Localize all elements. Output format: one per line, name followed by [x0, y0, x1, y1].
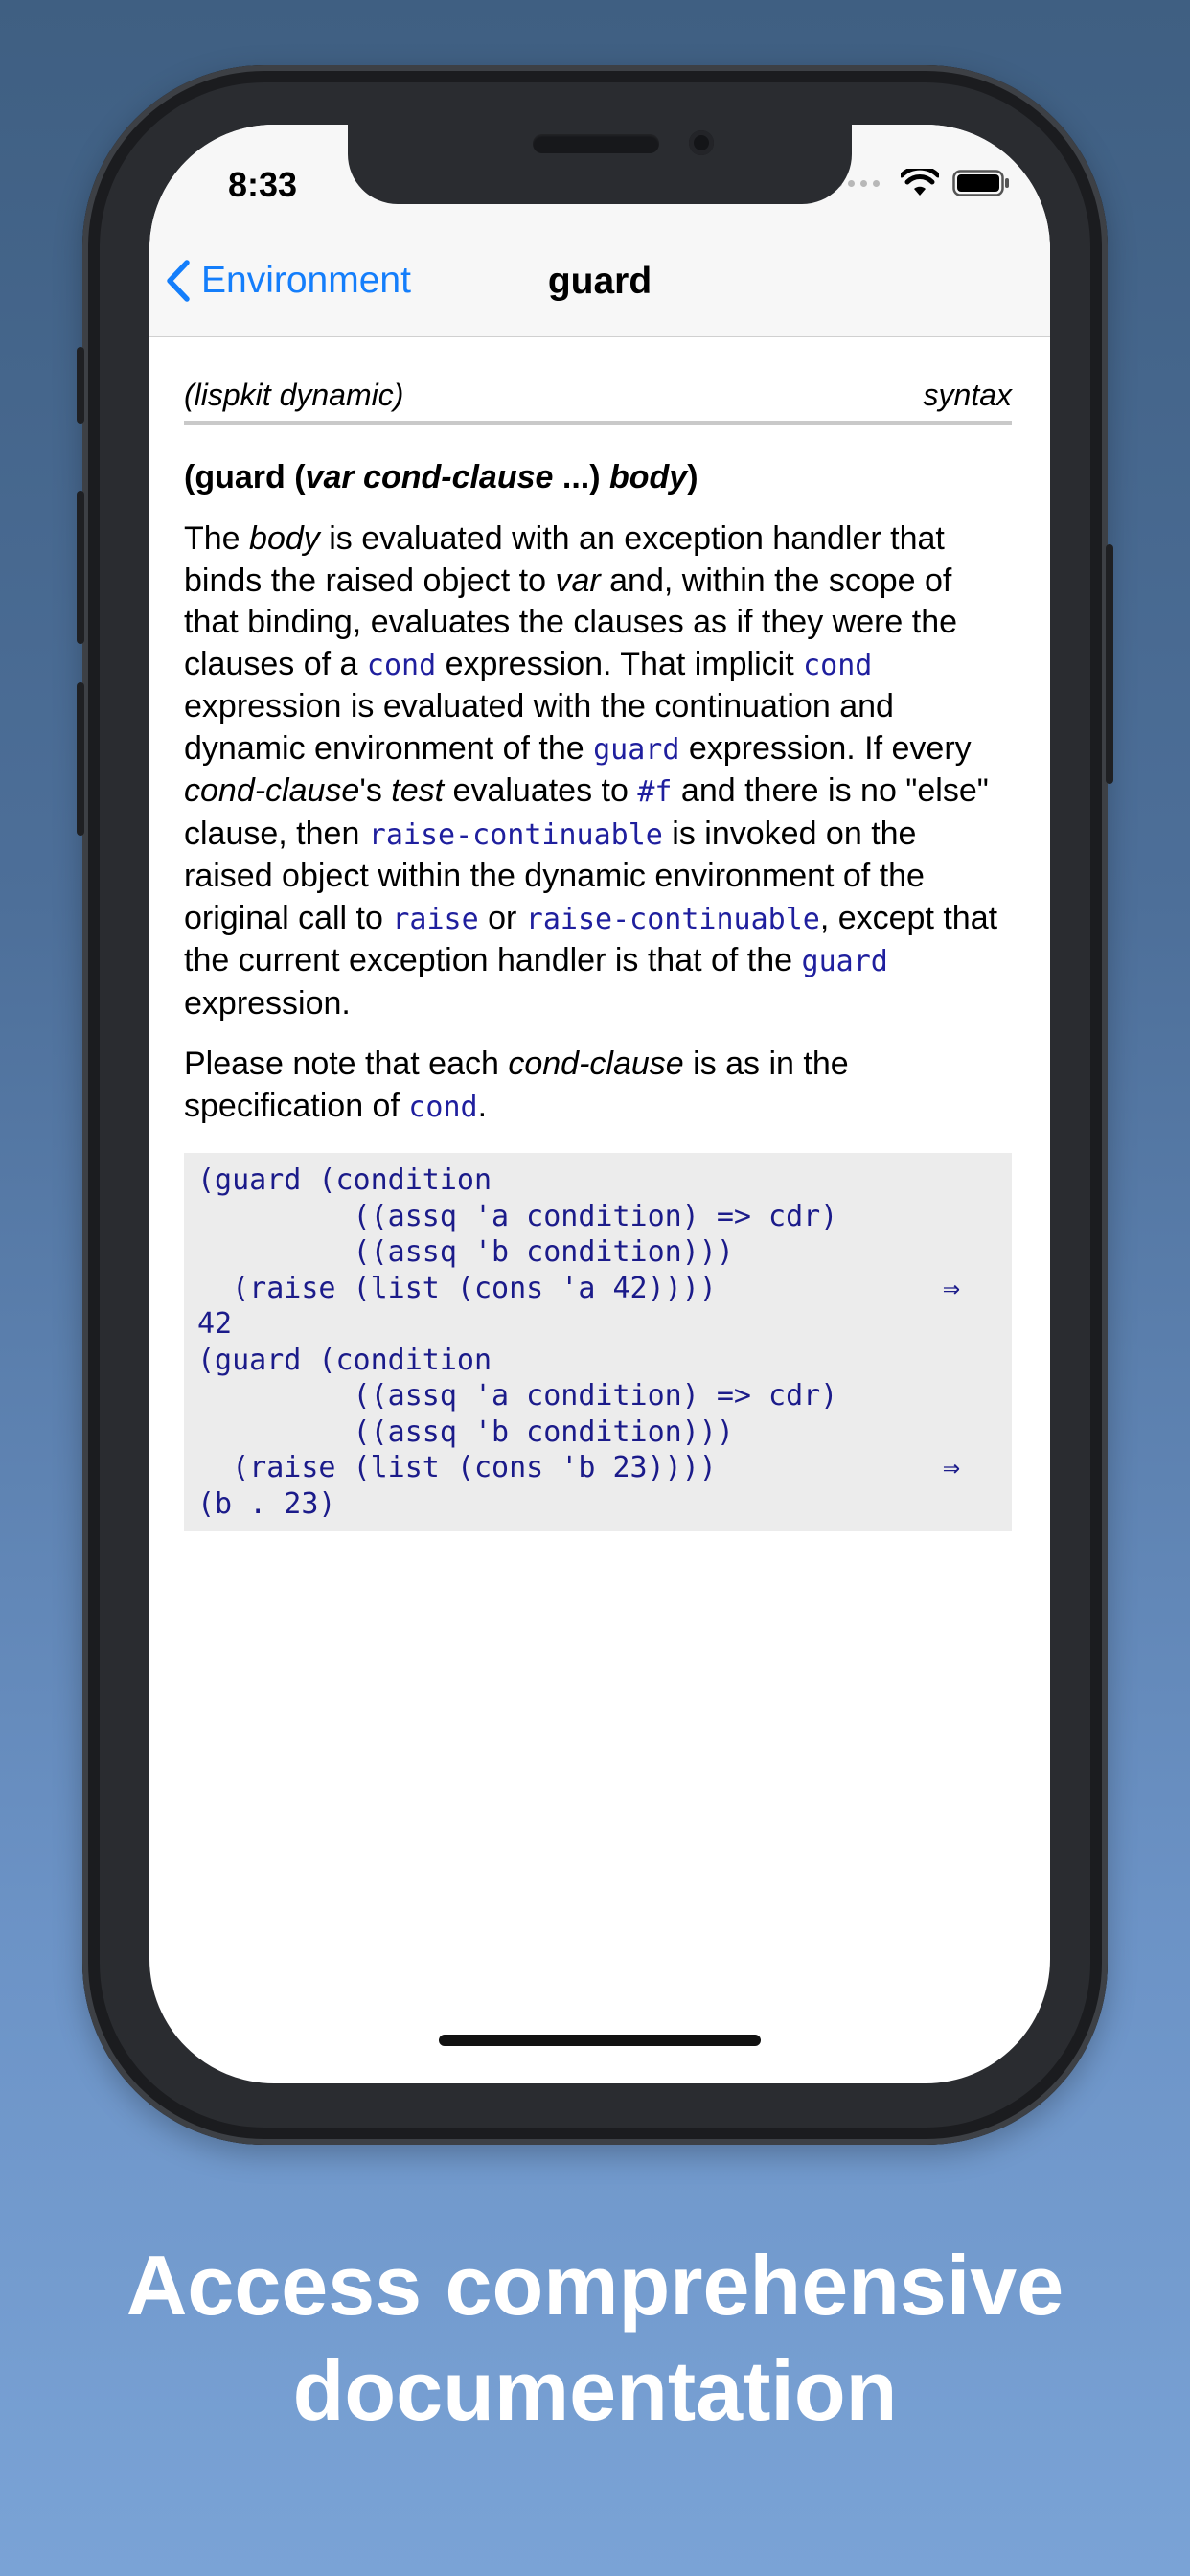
signature-ellipsis: ...) [553, 459, 609, 495]
phone-screen [149, 125, 1050, 2083]
volume-up-button [77, 491, 84, 644]
power-button [1106, 544, 1113, 784]
back-button[interactable] [165, 259, 411, 303]
signature-body: body [609, 459, 688, 495]
library-name: (lispkit dynamic) [184, 378, 404, 412]
result-arrow: ⇒ [942, 1271, 960, 1305]
code-line: (b . 23) [197, 1486, 336, 1521]
code-line: (raise (list (cons 'b 23)))) ⇒ [197, 1450, 998, 1486]
note-paragraph: Please note that each cond-clause is as in the specification of cond. [184, 1046, 849, 1124]
battery-icon [952, 170, 1010, 196]
syntax-signature [184, 455, 1012, 499]
code-line: ((assq 'b condition))) [197, 1414, 734, 1449]
description-paragraph: The body is evaluated with an exception handler that binds the raised object to var and, within the scope of that binding, evaluates the clauses as if they were the clauses of a cond expression. That implicit cond expression is evaluated with the continuation and dynamic environment of the guard expression. If every cond-clause's test evaluates to #f and there is no "else" clause, then raise-continuable is invoked on the raised object within the dynamic environment of the original call to raise or raise-continuable, except that the current exception handler is that of the guard expression. [184, 520, 998, 1022]
status-time: 8:33 [228, 165, 298, 204]
documentation-content [184, 378, 1012, 1531]
code-example [184, 1153, 1012, 1531]
code-line: ((assq 'a condition) => cdr) [197, 1199, 838, 1233]
signature-open: (guard ( [184, 459, 306, 495]
back-button-label: Environment [201, 260, 411, 301]
nav-divider [149, 336, 1050, 337]
signature-close: ) [687, 459, 698, 495]
chevron-left-icon [165, 259, 192, 303]
code-line: (raise (list (cons 'a 42)))) ⇒ [197, 1271, 998, 1307]
result-arrow: ⇒ [942, 1451, 960, 1484]
code-line: 42 [197, 1307, 233, 1341]
marketing-caption [0, 2233, 1190, 2444]
signature-var-clause: var cond-clause [305, 459, 554, 495]
caption-line-1: Access comprehensive [126, 2238, 1064, 2333]
caption-line-2: documentation [292, 2343, 898, 2438]
page-title: guard [547, 261, 652, 302]
front-camera [689, 130, 714, 155]
code-line: ((assq 'a condition) => cdr) [197, 1379, 838, 1413]
entry-meta [184, 378, 1012, 425]
mute-switch [77, 347, 84, 424]
code-line: (guard (condition [197, 1163, 492, 1197]
notch [348, 125, 852, 204]
home-indicator[interactable] [439, 2035, 761, 2046]
speaker-grille [533, 134, 659, 153]
volume-down-button [77, 682, 84, 836]
code-line: (guard (condition [197, 1343, 492, 1377]
entry-kind: syntax [923, 378, 1012, 412]
wifi-icon [901, 169, 939, 197]
code-line: ((assq 'b condition))) [197, 1235, 734, 1269]
status-icons [835, 169, 1010, 197]
